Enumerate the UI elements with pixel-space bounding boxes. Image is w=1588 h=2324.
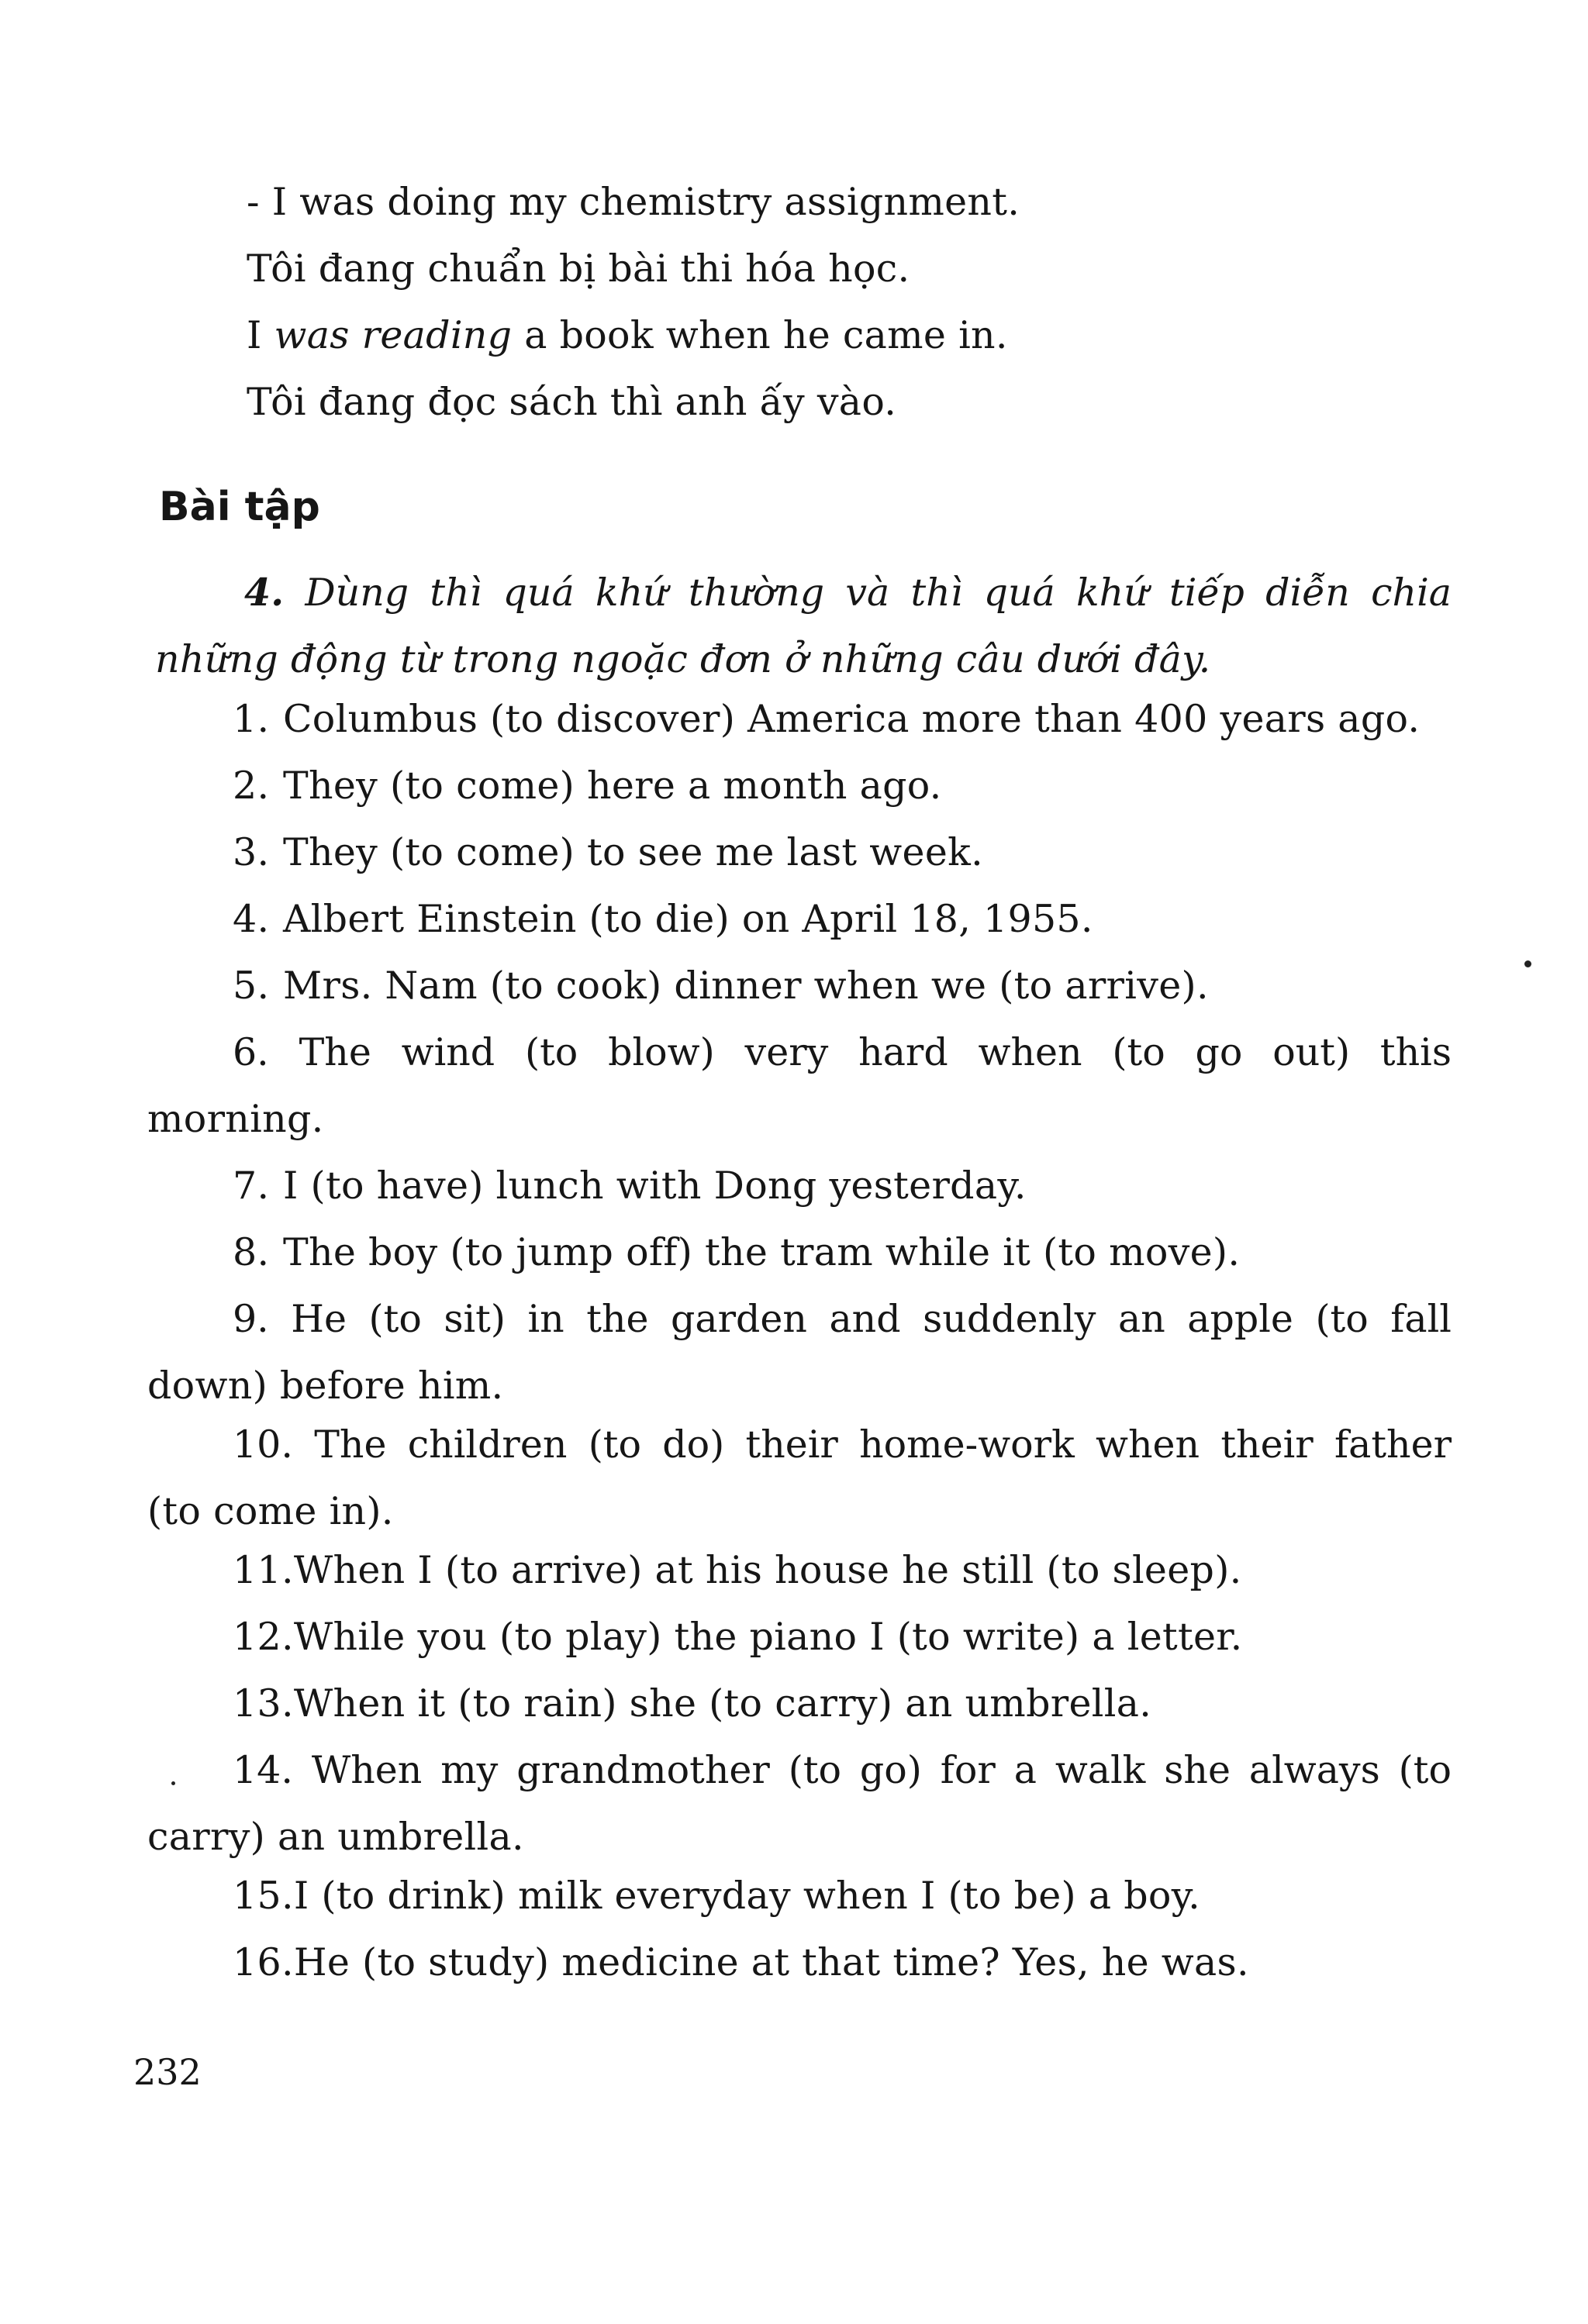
exercise-item <box>233 697 1421 741</box>
example-translation-1: Tôi đang chuẩn bị bài thi hóa học. <box>247 247 910 291</box>
instruction-word: thường <box>688 571 825 615</box>
exercise-item <box>233 1030 1452 1074</box>
exercise-item <box>233 1548 1242 1592</box>
item-text: Mrs. Nam (to cook) dinner when we (to arrive). <box>283 964 1209 1008</box>
instruction-word: khứ <box>595 571 668 615</box>
exercise-item <box>233 1164 1027 1208</box>
scan-speck <box>171 1781 175 1785</box>
instruction-word: diễn <box>1265 571 1350 615</box>
item-word: garden <box>671 1297 807 1341</box>
item-text: They (to come) here a month ago. <box>283 764 942 808</box>
item-word: she <box>1164 1748 1231 1792</box>
exercise-item <box>233 1615 1243 1659</box>
exercise-item <box>233 1874 1201 1918</box>
item-word: The <box>314 1422 387 1467</box>
instruction-word: và <box>845 571 890 615</box>
item-number: 10. <box>233 1422 293 1467</box>
exercise-item <box>233 1748 1452 1792</box>
item-number: 9. <box>233 1297 269 1341</box>
item-word: walk <box>1055 1748 1146 1792</box>
exercise-item <box>233 1297 1452 1341</box>
instruction-word: chia <box>1371 571 1452 615</box>
instruction-word: thì <box>430 571 482 615</box>
item-text: He (to study) medicine at that time? Yes, he was. <box>293 1940 1249 1984</box>
exercise-item <box>233 964 1209 1008</box>
exercise-item <box>233 1422 1452 1467</box>
item-word: The <box>299 1030 371 1074</box>
item-number: 3. <box>233 830 270 874</box>
instruction-word: tiếp <box>1169 571 1245 615</box>
item-word: father <box>1334 1422 1452 1467</box>
instruction-word: Dùng <box>305 571 409 615</box>
item-word: go) <box>859 1748 922 1792</box>
item-number: 1. <box>233 697 270 741</box>
item-text: While you (to play) the piano I (to write) a letter. <box>293 1615 1243 1659</box>
item-number: 6. <box>233 1030 269 1074</box>
item-word: When <box>311 1748 423 1792</box>
item-word: (to <box>368 1297 422 1341</box>
instruction-word: quá <box>502 571 575 615</box>
item-word: go <box>1195 1030 1243 1074</box>
item-word: when <box>1096 1422 1200 1467</box>
page-number: 232 <box>133 2051 202 2093</box>
item-word: wind <box>401 1030 495 1074</box>
instruction-word: thì <box>910 571 963 615</box>
item-text: When it (to rain) she (to carry) an umbrella. <box>293 1681 1152 1726</box>
item-number: 15. <box>233 1874 294 1918</box>
item-text: Columbus (to discover) America more than 400 years ago. <box>283 697 1421 741</box>
item-text: Albert Einstein (to die) on April 18, 1955. <box>283 897 1093 941</box>
item-word: (to <box>1398 1748 1452 1792</box>
exercise-item <box>233 1230 1241 1274</box>
exercise-instruction-line-1 <box>244 570 1452 615</box>
item-text: They (to come) to see me last week. <box>283 830 984 874</box>
item-word: apple <box>1187 1297 1293 1341</box>
exercise-number: 4. <box>244 570 285 615</box>
exercise-item <box>233 1681 1152 1726</box>
item-number: 12. <box>233 1615 294 1659</box>
example-line-2-pre: I <box>247 313 274 357</box>
item-word: out) <box>1272 1030 1351 1074</box>
item-word: suddenly <box>923 1297 1096 1341</box>
item-word: for <box>940 1748 996 1792</box>
item-number: 8. <box>233 1230 270 1274</box>
example-line-1: - I was doing my chemistry assignment. <box>247 180 1020 224</box>
exercise-item <box>233 897 1093 941</box>
item-word: sit) <box>444 1297 506 1341</box>
exercise-item <box>233 764 942 808</box>
item-word: He <box>291 1297 347 1341</box>
item-word: (to <box>788 1748 842 1792</box>
instruction-word: khứ <box>1075 571 1148 615</box>
item-word: blow) <box>608 1030 715 1074</box>
example-translation-2: Tôi đang đọc sách thì anh ấy vào. <box>247 380 897 424</box>
item-word: always <box>1248 1748 1380 1792</box>
exercise-item <box>233 1940 1249 1984</box>
exercise-item-continuation: (to come in). <box>147 1489 394 1533</box>
item-word: (to <box>525 1030 578 1074</box>
item-number: 7. <box>233 1164 270 1208</box>
example-line-2-emphasis: was reading <box>274 313 513 357</box>
exercise-item-continuation: down) before him. <box>147 1364 504 1408</box>
item-number: 4. <box>233 897 270 941</box>
item-number: 2. <box>233 764 270 808</box>
item-word: children <box>407 1422 568 1467</box>
item-word: in <box>527 1297 564 1341</box>
exercise-instruction-line-2: những động từ trong ngoặc đơn ở những câu dưới đây. <box>155 637 1211 681</box>
item-number: 16. <box>233 1940 294 1984</box>
item-word: hard <box>858 1030 948 1074</box>
item-text: The boy (to jump off) the tram while it (to move). <box>283 1230 1241 1274</box>
example-line-2 <box>247 313 1008 357</box>
instruction-word: quá <box>983 571 1055 615</box>
item-word: very <box>744 1030 829 1074</box>
item-number: 13. <box>233 1681 294 1726</box>
item-word: this <box>1379 1030 1452 1074</box>
exercise-item-continuation: carry) an umbrella. <box>147 1815 524 1859</box>
item-word: and <box>829 1297 901 1341</box>
item-word: do) <box>662 1422 725 1467</box>
item-number: 14. <box>233 1748 293 1792</box>
item-word: (to <box>588 1422 641 1467</box>
exercise-item <box>233 830 984 874</box>
item-word: their <box>1220 1422 1314 1467</box>
item-number: 11. <box>233 1548 294 1592</box>
item-word: (to <box>1112 1030 1165 1074</box>
item-word: when <box>978 1030 1082 1074</box>
item-text: When I (to arrive) at his house he still (to sleep). <box>293 1548 1242 1592</box>
exercise-item-continuation: morning. <box>147 1097 324 1141</box>
example-line-2-post: a book when he came in. <box>512 313 1008 357</box>
item-word: the <box>586 1297 649 1341</box>
item-word: grandmother <box>516 1748 770 1792</box>
item-text: I (to drink) milk everyday when I (to be) a boy. <box>293 1874 1201 1918</box>
item-word: fall <box>1390 1297 1452 1341</box>
item-word: home-work <box>859 1422 1075 1467</box>
item-word: my <box>440 1748 499 1792</box>
item-word: a <box>1013 1748 1037 1792</box>
item-number: 5. <box>233 964 270 1008</box>
item-word: (to <box>1315 1297 1369 1341</box>
item-word: an <box>1118 1297 1165 1341</box>
item-text: I (to have) lunch with Dong yesterday. <box>283 1164 1027 1208</box>
section-heading: Bài tập <box>159 484 320 530</box>
scan-speck <box>1524 960 1531 967</box>
item-word: their <box>745 1422 838 1467</box>
